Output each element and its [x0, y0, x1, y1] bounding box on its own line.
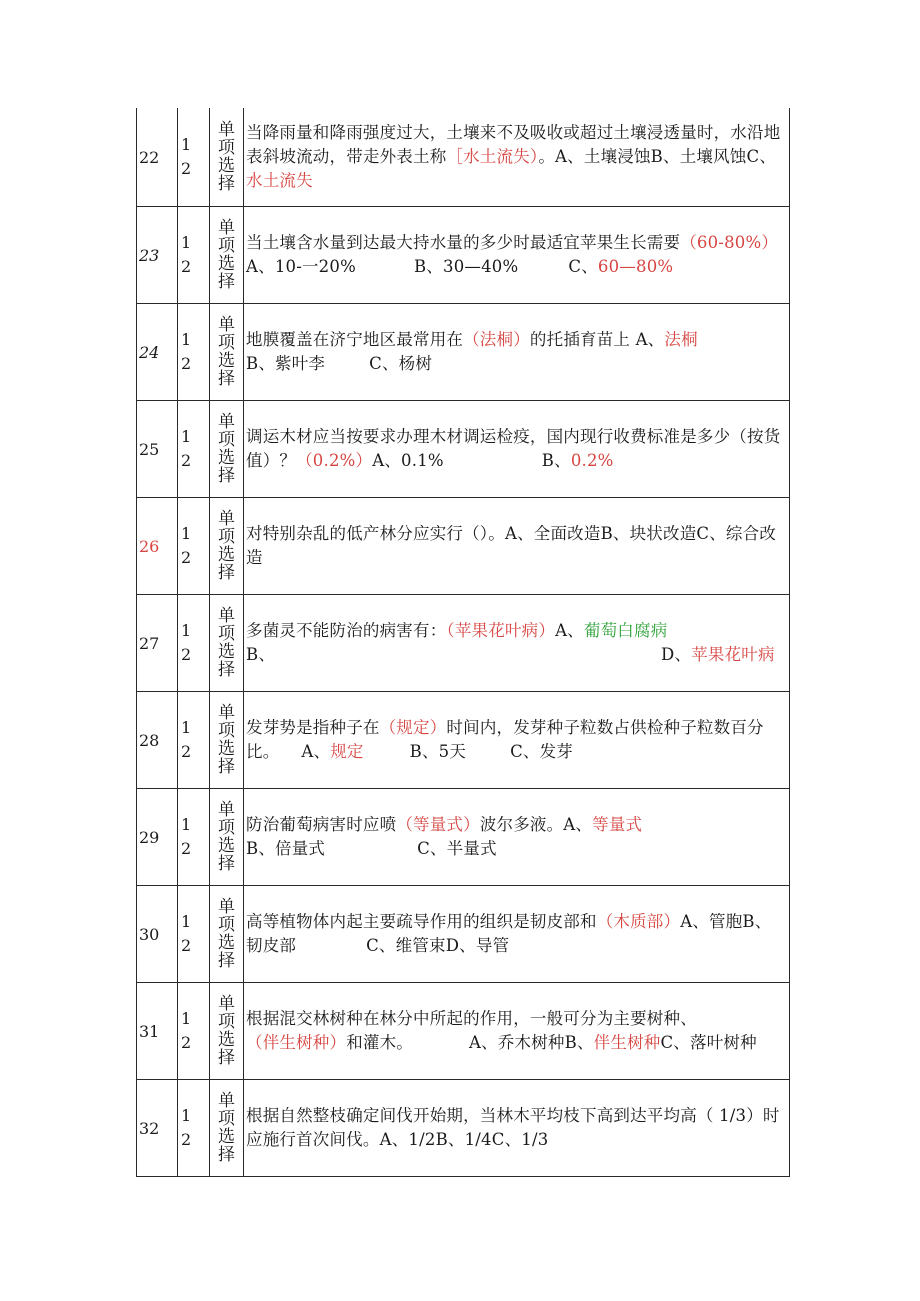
score-cell: 1 2: [178, 498, 210, 595]
score-cell: 1 2: [178, 108, 210, 207]
question-text: 根据混交林树种在林分中所起的作用，一般可分为主要树种、（伴生树种）和灌木。 A、乔木树种B、伴生树种C、落叶树种: [244, 983, 790, 1080]
answer-bracket: （伴生树种）: [246, 1033, 347, 1052]
green-option: 葡萄白腐病: [583, 621, 668, 640]
question-text: 调运木材应当按要求办理木材调运检疫，国内现行收费标准是多少（按货值）？（0.2%）A、0.1% B、0.2%: [244, 401, 790, 498]
question-type: 单 项 选 择: [210, 692, 244, 789]
question-number: 24: [137, 304, 178, 401]
answer-bracket: （60-80%）: [680, 233, 779, 252]
question-number: 22: [137, 108, 178, 207]
answer-bracket: （等量式）: [396, 815, 480, 834]
question-number: 23: [137, 207, 178, 304]
table-row: [137, 789, 790, 886]
score-cell: 1 2: [178, 304, 210, 401]
question-text: 根据自然整枝确定间伐开始期，当林木平均枝下高到达平均高（ 1/3）时应施行首次间伐。A、1/2B、1/4C、1/3: [244, 1080, 790, 1177]
table-row: [137, 498, 790, 595]
question-text: 对特别杂乱的低产林分应实行（）。A、全面改造B、块状改造C、综合改造: [244, 498, 790, 595]
question-type: 单 项 选 择: [210, 983, 244, 1080]
answer-bracket: （木质部）: [596, 912, 681, 931]
answer-bracket: ［水土流失）: [446, 147, 539, 166]
table-row: [137, 983, 790, 1080]
score-cell: 1 2: [178, 789, 210, 886]
question-text: 防治葡萄病害时应喷（等量式）波尔多液。A、等量式 B、倍量式 C、半量式: [244, 789, 790, 886]
question-number: 32: [137, 1080, 178, 1177]
question-text: 当土壤含水量到达最大持水量的多少时最适宜苹果生长需要（60-80%）A、10-一20% B、30—40% C、60—80%: [244, 207, 790, 304]
question-type: 单 项 选 择: [210, 108, 244, 207]
question-number: 30: [137, 886, 178, 983]
table-row: [137, 401, 790, 498]
option-answer: 0.2%: [570, 451, 614, 470]
score-cell: 1 2: [178, 886, 210, 983]
question-type: 单 项 选 择: [210, 207, 244, 304]
question-number: 28: [137, 692, 178, 789]
question-text: 多菌灵不能防治的病害有：（苹果花叶病）A、葡萄白腐病 B、 D、苹果花叶病: [244, 595, 790, 692]
answer-bracket: （规定）: [379, 718, 447, 737]
score-cell: 1 2: [178, 983, 210, 1080]
score-cell: 1 2: [178, 595, 210, 692]
option-answer: 等量式: [592, 815, 643, 834]
question-type: 单 项 选 择: [210, 595, 244, 692]
question-type: 单 项 选 择: [210, 1080, 244, 1177]
question-type: 单 项 选 择: [210, 498, 244, 595]
answer-bracket: （法桐）: [463, 330, 530, 349]
question-number: 26: [137, 498, 178, 595]
question-number: 31: [137, 983, 178, 1080]
option-answer: 规定: [330, 742, 364, 761]
score-cell: 1 2: [178, 1080, 210, 1177]
table-row: [137, 886, 790, 983]
score-cell: 1 2: [178, 401, 210, 498]
option-answer: 水土流失: [246, 171, 313, 190]
score-cell: 1 2: [178, 692, 210, 789]
question-number: 29: [137, 789, 178, 886]
table-row: [137, 108, 790, 207]
option-answer: 伴生树种: [593, 1033, 661, 1052]
table-row: [137, 304, 790, 401]
question-number: 27: [137, 595, 178, 692]
question-text: 地膜覆盖在济宁地区最常用在（法桐）的托插育苗上 A、法桐 B、紫叶李 C、杨树: [244, 304, 790, 401]
score-cell: 1 2: [178, 207, 210, 304]
question-type: 单 项 选 择: [210, 304, 244, 401]
option-answer: 苹果花叶病: [691, 645, 775, 664]
option-answer: 60—80%: [597, 257, 674, 276]
option-answer: 法桐: [664, 330, 698, 349]
answer-bracket: （0.2%）: [296, 451, 373, 470]
question-number: 25: [137, 401, 178, 498]
question-text: 当降雨量和降雨强度过大，土壤来不及吸收或超过土壤浸透量时，水沿地表斜坡流动，带走外表土称［水土流失）。A、土壤浸蚀B、土壤风蚀C、水土流失: [244, 108, 790, 207]
question-text: 高等植物体内起主要疏导作用的组织是韧皮部和（木质部）A、管胞B、韧皮部 C、维管束D、导管: [244, 886, 790, 983]
question-table: [136, 108, 790, 1177]
question-type: 单 项 选 择: [210, 886, 244, 983]
table-row: [137, 207, 790, 304]
question-type: 单 项 选 择: [210, 401, 244, 498]
question-type: 单 项 选 择: [210, 789, 244, 886]
table-row: [137, 1080, 790, 1177]
answer-bracket: （苹果花叶病）: [446, 621, 556, 640]
table-row: [137, 595, 790, 692]
question-text: 发芽势是指种子在（规定）时间内，发芽种子粒数占供检种子粒数百分比。 A、规定 B、5天 C、发芽: [244, 692, 790, 789]
table-row: [137, 692, 790, 789]
